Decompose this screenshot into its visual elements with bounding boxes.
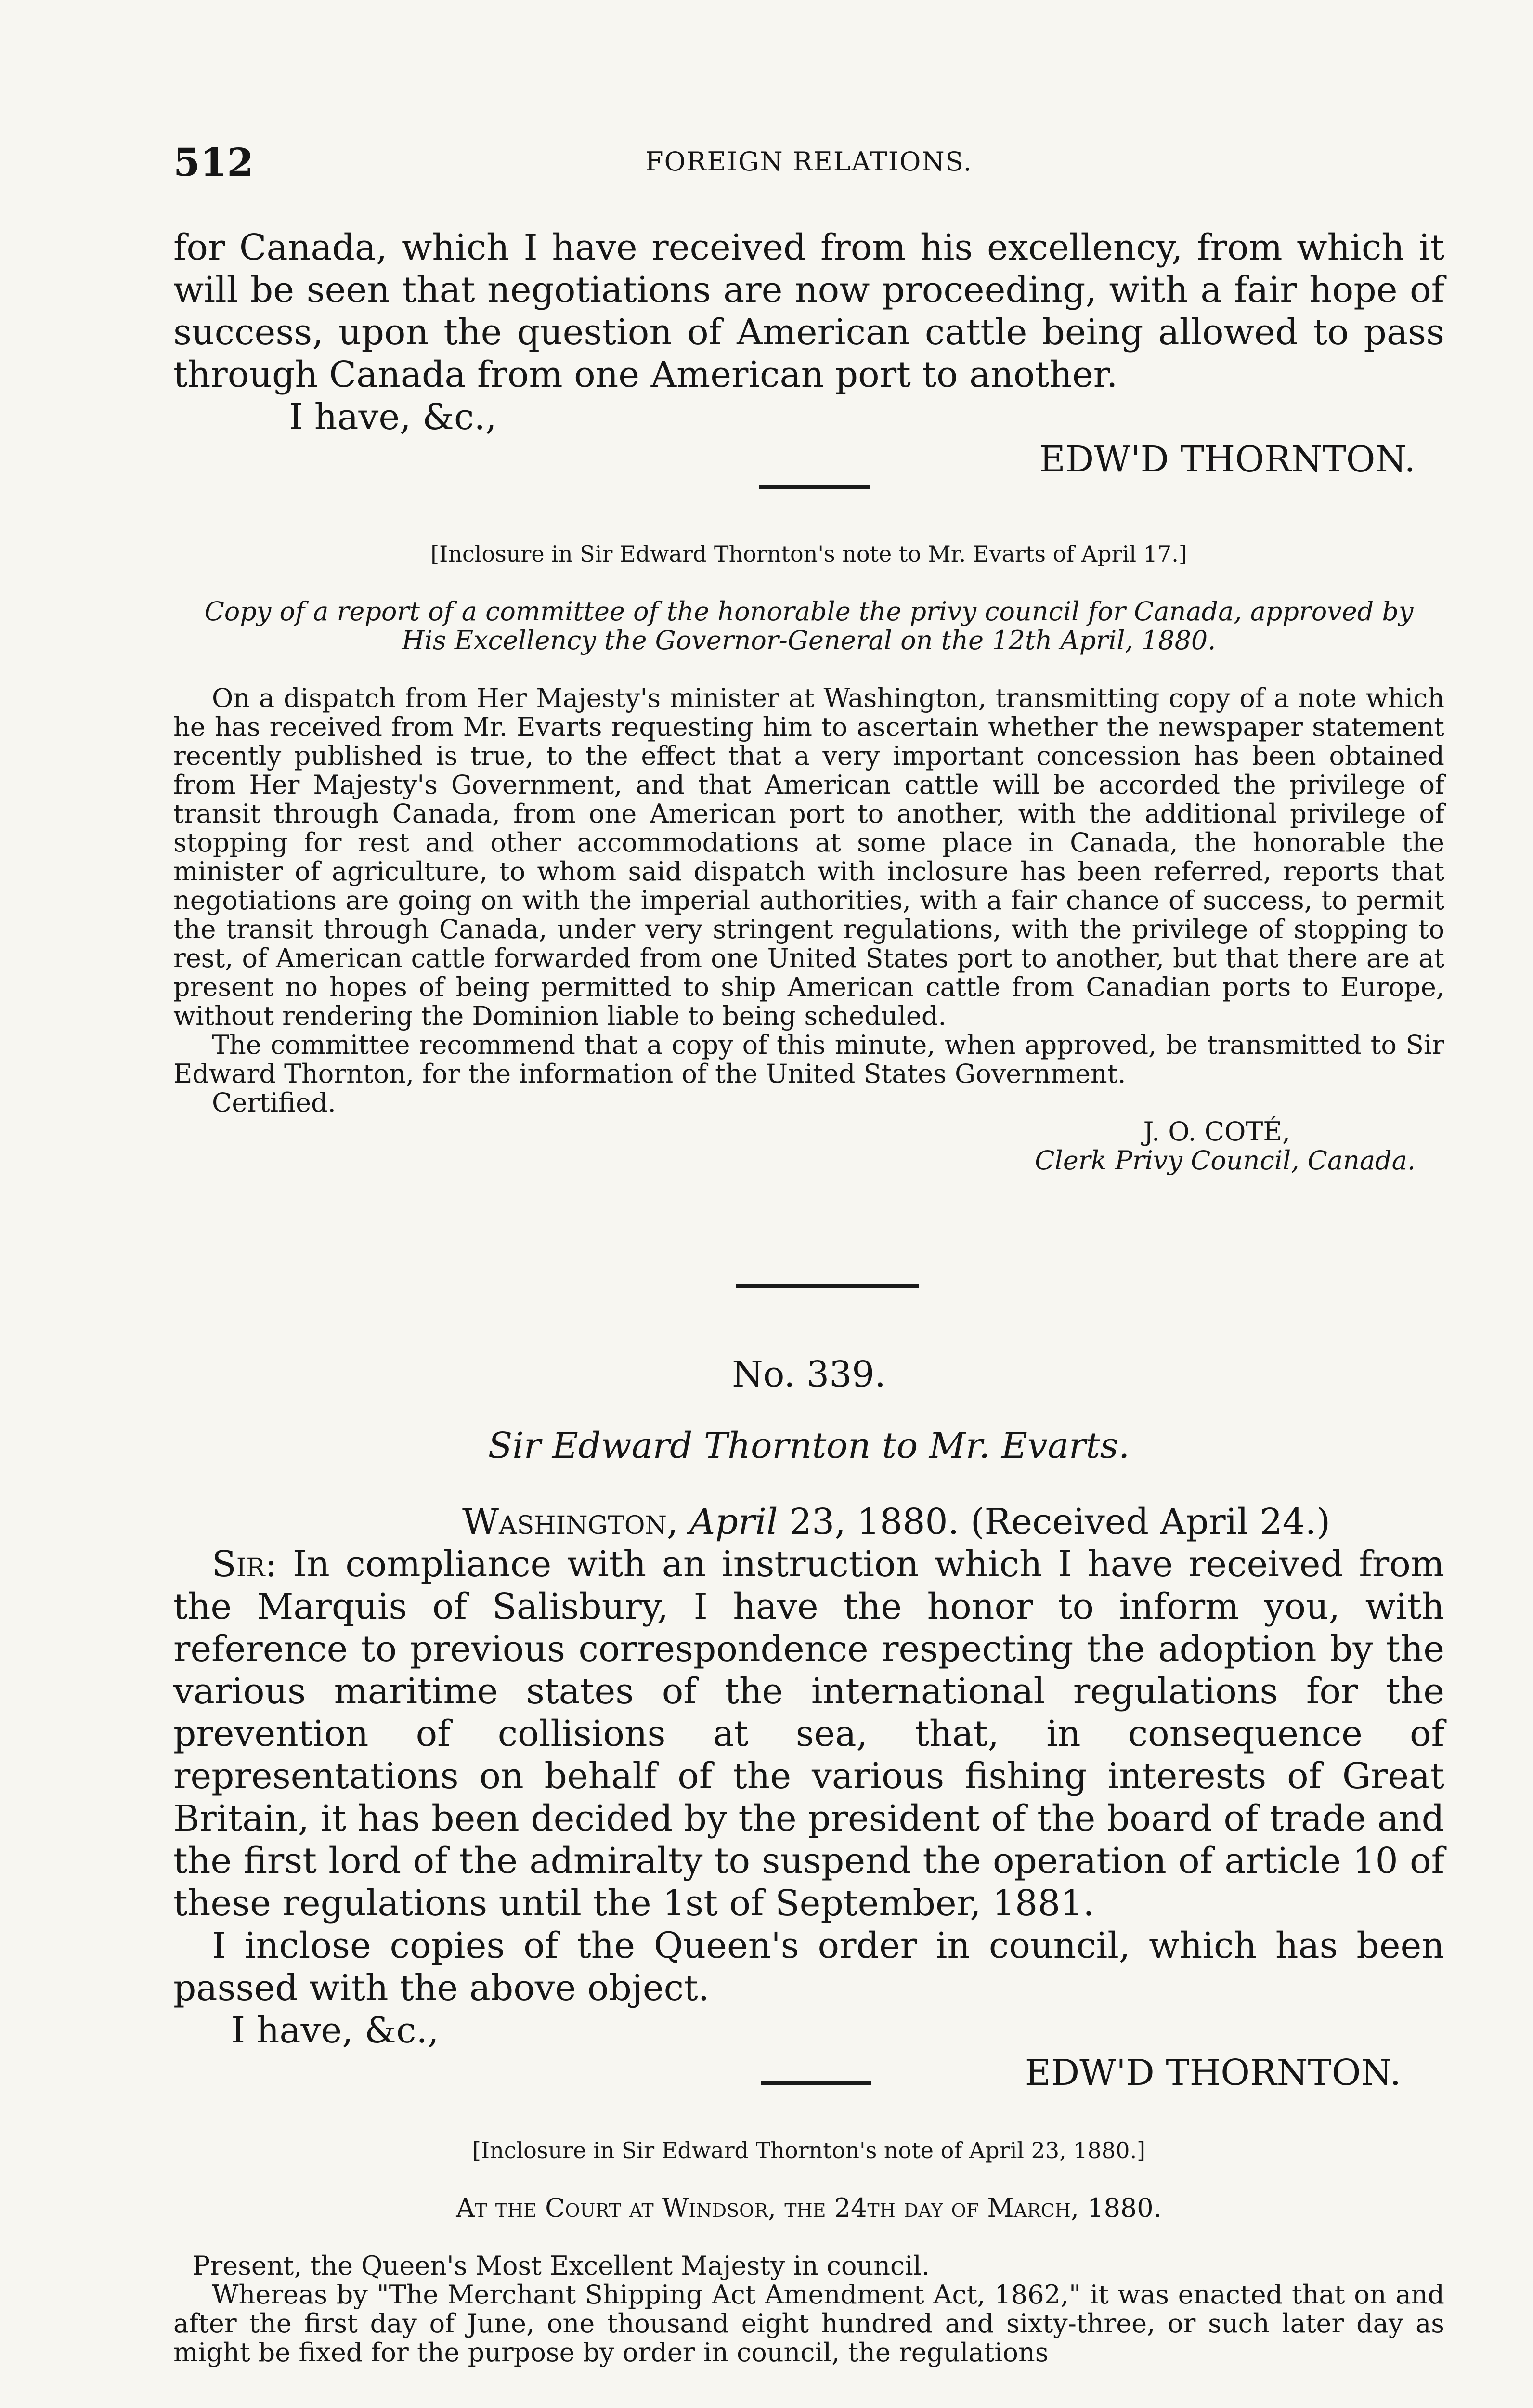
letter-1-body: for Canada, which I have received from his excellency, from which it will be seen that negotiations are now proceeding, with a fair hope of success, upon the question of American cattle being allowed to pass through Canada from one American port to another.	[173, 227, 1444, 395]
letter-2-paragraph-1	[173, 1543, 1444, 1924]
inclosure-2-heading: [Inclosure in Sir Edward Thornton's note of April 23, 1880.]	[472, 2137, 1146, 2163]
letter-1	[173, 226, 1444, 481]
inclosure-1-signer: J. O. COTÉ,	[1143, 1116, 1290, 1147]
inclosure-1	[173, 539, 1444, 1175]
letter-2-date: April	[689, 1501, 778, 1543]
page-header	[173, 140, 1444, 197]
inclosure-1-certified: Certified.	[212, 1087, 336, 1118]
inclosure-1-heading: [Inclosure in Sir Edward Thornton's note to Mr. Evarts of April 17.]	[430, 541, 1187, 567]
inclosure-1-title: Copy of a report of a committee of the honorable the privy council for Canada, approved by His Excellency the Governor-General on the 12th April, 1880.	[204, 596, 1414, 655]
letter-2-place: Washington,	[462, 1501, 678, 1543]
letter-2-paragraph-1-text: In compliance with an instruction which I have received from the Marquis of Salisbury, I have the honor to inform you, with reference to previous correspondence respecting the adoption by the various maritime states of the international regulations for the prevention of collisions at sea, that, in consequence of representations on behalf of the various fishing interests of Great Britain, it has been decided by the president of the board of trade and the first lord of the admiralty to suspend the operation of article 10 of these regulations until the 1st of September, 1881.	[173, 1544, 1444, 1924]
letter-1-closing: I have, &c.,	[289, 396, 497, 438]
letter-2-received: (Received April 24.)	[970, 1501, 1331, 1543]
inclosure-1-paragraph-2: The committee recommend that a copy of this minute, when approved, be transmitted to Sir Edward Thornton, for the information of the United States Government.	[173, 1030, 1444, 1089]
letter-2-closing: I have, &c.,	[231, 2010, 439, 2051]
letter-2-number: No. 339.	[732, 1354, 886, 1395]
letter-2-signature: EDW'D THORNTON.	[1025, 2052, 1401, 2094]
letter-2-title: Sir Edward Thornton to Mr. Evarts.	[488, 1425, 1130, 1466]
inclosure-1-paragraph-1: On a dispatch from Her Majesty's minister at Washington, transmitting copy of a note which he has received from Mr. Evarts requesting him to ascertain whether the newspaper statement recently published is true, to the effect that a very important concession has been obtained from Her Majesty's Government, and that American cattle will be accorded the privilege of transit through Canada, from one American port to another, with the additional privilege of stopping for rest and other accommodations at some place in Canada, the honorable the minister of agriculture, to whom said dispatch with inclosure has been referred, reports that negotiations are going on with the imperial authorities, with a fair chance of success, to permit the transit through Canada, under very stringent regulations, with the privilege of stopping to rest, of American cattle forwarded from one United States port to another, but that there are at present no hopes of being permitted to ship American cattle from Canadian ports to Europe, without rendering the Dominion liable to being scheduled.	[173, 683, 1444, 1031]
divider-rule	[761, 2081, 871, 2085]
inclosure-2-present: Present, the Queen's Most Excellent Majesty in council.	[193, 2251, 930, 2281]
letter-2-salutation: Sir:	[212, 1544, 277, 1585]
letter-2-date-rest: 23, 1880.	[789, 1501, 960, 1543]
inclosure-1-signer-title: Clerk Privy Council, Canada.	[1035, 1145, 1416, 1176]
running-head: FOREIGN RELATIONS.	[645, 146, 973, 177]
inclosure-2	[173, 2136, 1444, 2367]
divider-rule	[759, 485, 870, 489]
page-number: 512	[173, 140, 254, 185]
inclosure-2-whereas: Whereas by "The Merchant Shipping Act Amendment Act, 1862," it was enacted that on and after the first day of June, one thousand eight hundred and sixty-three, or such later day as might be fixed for the purpose by order in council, the regulations	[173, 2279, 1444, 2368]
letter-1-signature: EDW'D THORNTON.	[1039, 439, 1416, 480]
letter-2-dateline	[173, 1501, 1444, 1543]
letter-2	[173, 1353, 1444, 2094]
divider-rule	[736, 1284, 919, 1288]
inclosure-2-court: At the Court at Windsor, the 24th day of March, 1880.	[456, 2193, 1162, 2223]
letter-2-paragraph-2: I inclose copies of the Queen's order in council, which has been passed with the above object.	[173, 1925, 1444, 2009]
